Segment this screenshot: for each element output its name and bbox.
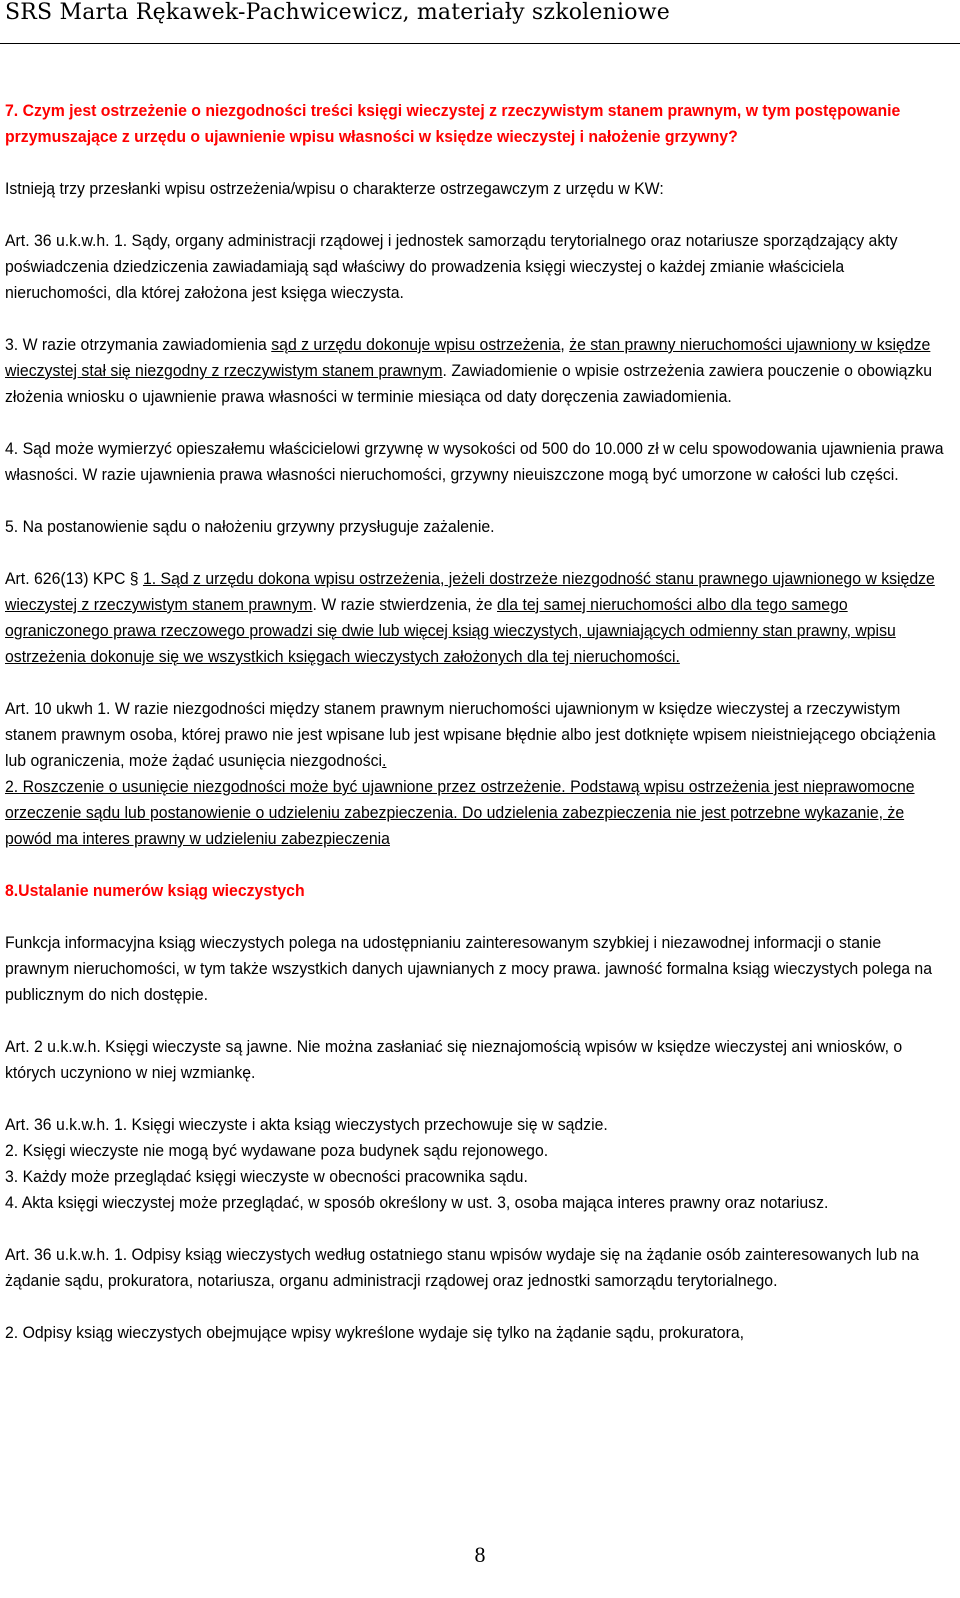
paragraph-art36-1: Art. 36 u.k.w.h. 1. Sądy, organy administracji rządowej i jednostek samorządu terytorialnego oraz notariusze sporządzający akty poświadczenia dziedziczenia zawiadamiają sąd właściwy do prowadzenia księgi wieczystej o każdej zmianie właściciela nieruchomości, dla której założona jest księga wieczysta. [5,231,898,302]
paragraph-art36-3: 3. W razie otrzymania zawiadomienia sąd z urzędu dokonuje wpisu ostrzeżenia, że stan prawny nieruchomości ujawniony w księdze wieczystej stał się niezgodny z rzeczywistym stanem prawnym. Zawiadomienie o wpisie ostrzeżenia zawiera pouczenie o obowiązku złożenia wniosku o ujawnienie prawa własności w terminie miesiąca od daty doręczenia zawiadomienia. [5,335,933,406]
heading-section-8: 8.Ustalanie numerów ksiąg wieczystych [5,881,305,900]
paragraph-kpc: Art. 626(13) KPC § 1. Sąd z urzędu dokona wpisu ostrzeżenia, jeżeli dostrzeże niezgodność stanu prawnego ujawnionego w księdze wieczystej z rzeczywistym stanem prawnym. W razie stwierdzenia, że dla tej samej nieruchomości albo dla tego samego ograniczonego prawa rzeczowego prowadzi się dwie lub więcej ksiąg wieczystych, ujawniających odmienny stan prawny, wpisu ostrzeżenia dokonuje się we wszystkich księgach wieczystych założonych dla tej nieruchomości. [5,569,935,666]
paragraph-art2: Art. 2 u.k.w.h. Księgi wieczyste są jawne. Nie można zasłaniać się nieznajomością wpisów w księdze wieczystej ani wniosków, o których uczyniono w niej wzmiankę. [5,1037,903,1082]
page-header: SRS Marta Rękawek-Pachwicewicz, materiały szkoleniowe [5,0,670,25]
paragraph-odpisy-1: Art. 36 u.k.w.h. 1. Odpisy ksiąg wieczystych według ostatniego stanu wpisów wydaje się na żądanie osób zainteresowanych lub na żądanie sądu, prokuratora, notariusza, organu administracji rządowej oraz jednostki samorządu terytorialnego. [5,1245,919,1290]
document-body [5,98,945,1372]
list-item: Art. 36 u.k.w.h. 1. Księgi wieczyste i akta ksiąg wieczystych przechowuje się w sądzie. [5,1115,608,1134]
paragraph-function: Funkcja informacyjna ksiąg wieczystych polega na udostępnianiu zainteresowanym szybkiej i niezawodnej informacji o stanie prawnym nieruchomości, w tym także wszystkich danych ujawnianych z mocy prawa. jawność formalna ksiąg wieczystych polega na publicznym do nich dostępie. [5,933,933,1004]
question-7: 7. Czym jest ostrzeżenie o niezgodności treści księgi wieczystej z rzeczywistym stanem prawnym, w tym postępowanie przymuszające z urzędu o ujawnienie wpisu własności w księdze wieczystej i nałożenie grzywny? [5,101,901,146]
paragraph-art36-5: 5. Na postanowienie sądu o nałożeniu grzywny przysługuje zażalenie. [5,517,495,536]
paragraph-art10-2: 2. Roszczenie o usunięcie niezgodności może być ujawnione przez ostrzeżenie. Podstawą wpisu ostrzeżenia jest nieprawomocne orzeczenie sądu lub postanowienie o udzieleniu zabezpieczenia. Do udzielenia zabezpieczenia nie jest potrzebne wykazanie, że powód ma interes prawny w udzieleniu zabezpieczenia [5,777,915,848]
page-number: 8 [474,1542,486,1567]
list-item: 3. Każdy może przeglądać księgi wieczyste w obecności pracownika sądu. [5,1167,528,1186]
paragraph-intro: Istnieją trzy przesłanki wpisu ostrzeżenia/wpisu o charakterze ostrzegawczym z urzędu w KW: [5,179,664,198]
header-divider [0,43,960,44]
list-item: 4. Akta księgi wieczystej może przeglądać, w sposób określony w ust. 3, osoba mająca interes prawny oraz notariusz. [5,1193,829,1212]
paragraph-art10-1: Art. 10 ukwh 1. W razie niezgodności między stanem prawnym nieruchomości ujawnionym w księdze wieczystej a rzeczywistym stanem prawnym osoba, której prawo nie jest wpisane lub jest wpisane błędnie albo jest dotknięte wpisem nieistniejącego obciążenia lub ograniczenia, może żądać usunięcia niezgodności. [5,699,936,770]
paragraph-odpisy-2: 2. Odpisy ksiąg wieczystych obejmujące wpisy wykreślone wydaje się tylko na żądanie sądu, prokuratora, [5,1323,745,1342]
list-item: 2. Księgi wieczyste nie mogą być wydawane poza budynek sądu rejonowego. [5,1141,549,1160]
list-art36 [5,1112,945,1216]
paragraph-art36-4: 4. Sąd może wymierzyć opieszałemu właścicielowi grzywnę w wysokości od 500 do 10.000 zł w celu spowodowania ujawnienia prawa własności. W razie ujawnienia prawa własności nieruchomości, grzywny nieuiszczone mogą być umorzone w całości lub części. [5,439,944,484]
